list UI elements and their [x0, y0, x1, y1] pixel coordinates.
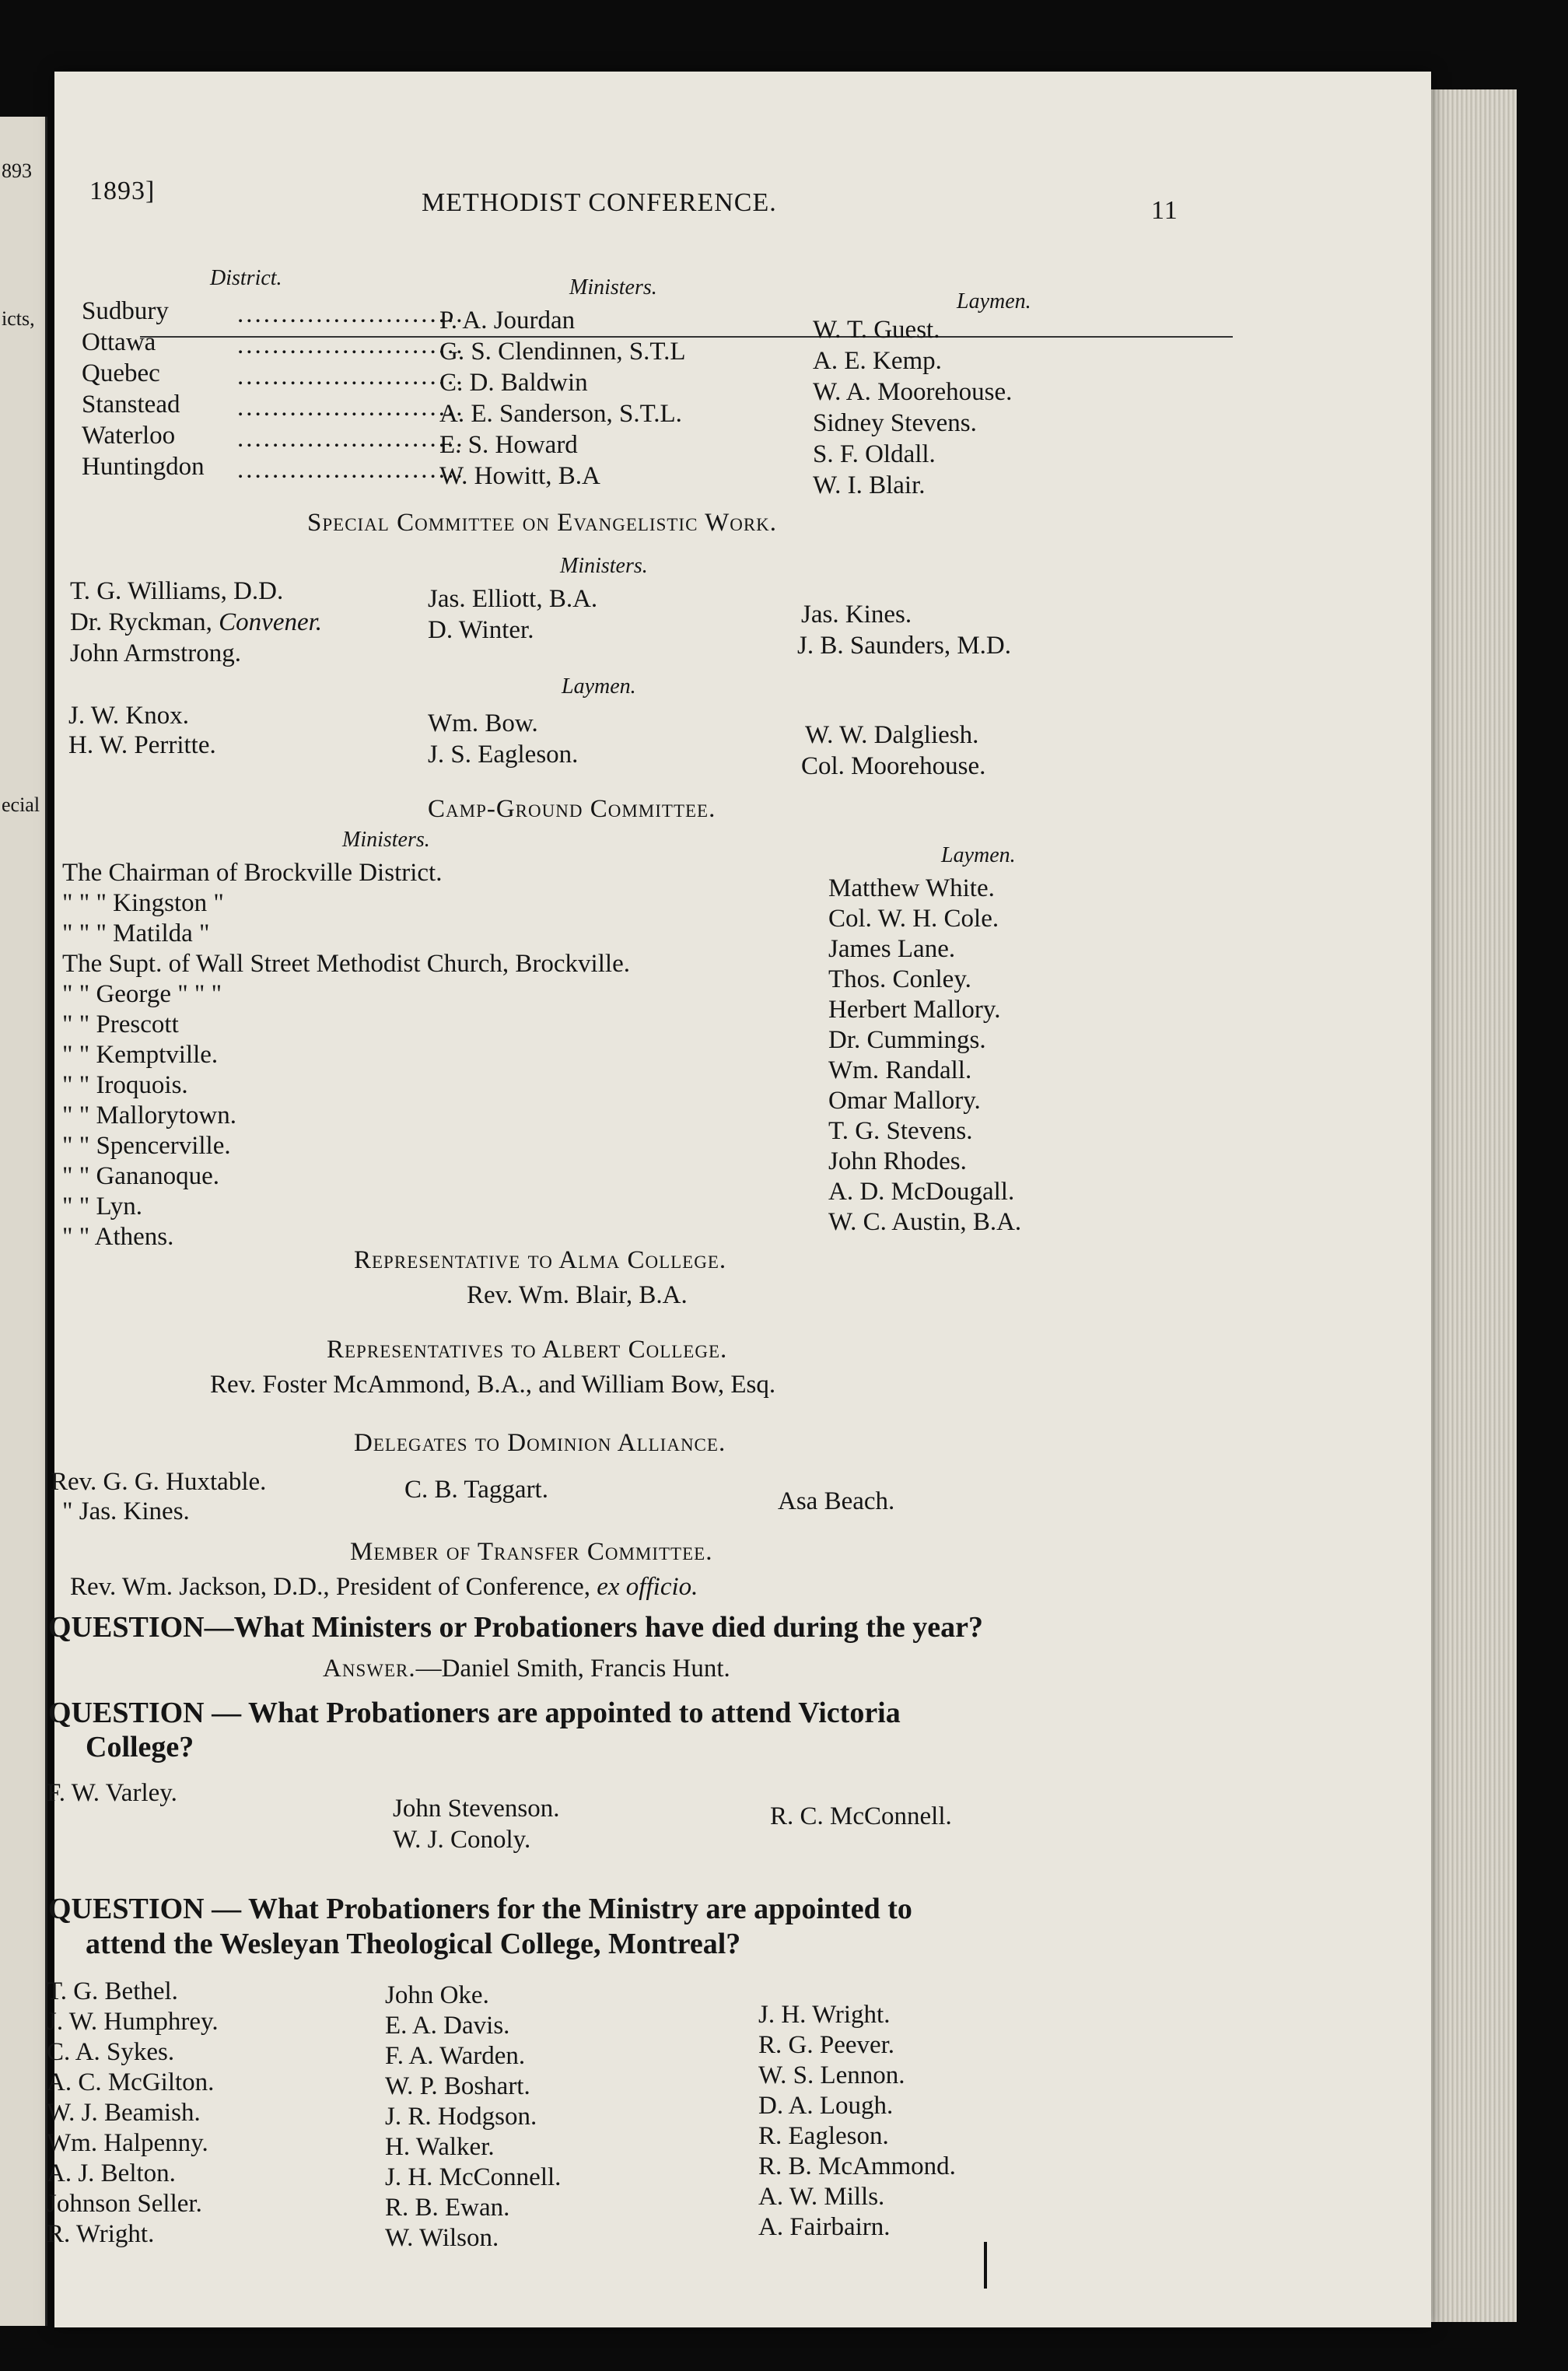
question-text: What Probationers for the Ministry are appointed to: [247, 1893, 912, 1925]
wesleyan-probationer: W. S. Lennon.: [758, 2061, 905, 2089]
district-name: Stanstead: [82, 390, 180, 419]
camp-layman: Herbert Mallory.: [828, 996, 1001, 1024]
district-minister: G. S. Clendinnen, S.T.L: [439, 338, 686, 366]
dominion-delegate: Asa Beach.: [778, 1487, 895, 1515]
camp-layman: Omar Mallory.: [828, 1087, 981, 1115]
section-title-evangelistic: Special Committee on Evangelistic Work.: [307, 509, 778, 537]
camp-layman: Wm. Randall.: [828, 1056, 972, 1084]
camp-layman: Matthew White.: [828, 874, 995, 902]
camp-laymen-label: Laymen.: [941, 843, 1016, 867]
wesleyan-probationer: A. J. Belton.: [47, 2159, 176, 2187]
transfer-ex-officio: ex officio.: [597, 1573, 698, 1601]
camp-layman: James Lane.: [828, 935, 956, 963]
camp-minister: The Chairman of Brockville District.: [62, 859, 443, 887]
camp-minister: " " Kemptville.: [62, 1041, 219, 1069]
wesleyan-probationer: D. A. Lough.: [758, 2092, 894, 2120]
district-minister: A. E. Sanderson, S.T.L.: [439, 400, 682, 428]
wesleyan-probationer: Wm. Halpenny.: [47, 2129, 208, 2157]
district-header: District.: [210, 266, 282, 290]
evangelistic-layman: J. S. Eagleson.: [428, 741, 579, 769]
laymen-header: Laymen.: [957, 289, 1031, 313]
leader-dots: ..........................: [237, 300, 465, 328]
wesleyan-probationer: A. C. McGilton.: [47, 2068, 215, 2096]
evangelistic-layman: W. W. Dalgliesh.: [805, 721, 979, 749]
leader-dots: ..........................: [237, 456, 465, 484]
answer-text: —Daniel Smith, Francis Hunt.: [415, 1655, 730, 1683]
previous-page-edge: [0, 117, 47, 2326]
district-layman: W. T. Guest.: [813, 316, 940, 344]
question-wesleyan: [48, 1892, 912, 1926]
page-title: METHODIST CONFERENCE.: [422, 188, 777, 217]
camp-minister: " " Iroquois.: [62, 1071, 188, 1099]
district-name: Huntingdon: [82, 453, 205, 481]
wesleyan-probationer: C. A. Sykes.: [47, 2038, 175, 2066]
camp-minister: " " Spencerville.: [62, 1132, 231, 1160]
wesleyan-probationer: J. R. Hodgson.: [385, 2103, 537, 2131]
district-layman: W. I. Blair.: [813, 471, 926, 499]
wesleyan-probationer: R. Wright.: [47, 2220, 155, 2248]
question-text: What Probationers are appointed to attend Victoria: [247, 1697, 901, 1729]
albert-representatives: Rev. Foster McAmmond, B.A., and William Bow, Esq.: [210, 1371, 776, 1399]
ministers-header: Ministers.: [569, 275, 657, 299]
answer-label: Answer.: [323, 1655, 416, 1683]
answer-died: [323, 1655, 730, 1683]
wesleyan-probationer: A. W. Mills.: [758, 2183, 885, 2211]
wesleyan-probationer: F. A. Warden.: [385, 2042, 526, 2070]
wesleyan-probationer: R. Eagleson.: [758, 2122, 889, 2150]
evangelistic-layman: Wm. Bow.: [428, 709, 538, 737]
camp-minister: " " George " " ": [62, 980, 222, 1008]
camp-minister: " " Athens.: [62, 1223, 174, 1251]
camp-layman: W. C. Austin, B.A.: [828, 1208, 1022, 1236]
district-layman: A. E. Kemp.: [813, 347, 942, 375]
previous-page-fragment: icts,: [2, 307, 35, 330]
section-title-albert: Representatives to Albert College.: [327, 1336, 728, 1364]
transfer-member: [70, 1573, 698, 1602]
question-label: QUESTION —: [48, 1697, 242, 1729]
evangelistic-convener: [70, 608, 322, 637]
camp-layman: Thos. Conley.: [828, 965, 971, 993]
victoria-probationer: John Stevenson.: [393, 1795, 560, 1823]
district-minister: C. D. Baldwin: [439, 369, 588, 397]
evangelistic-layman: J. W. Knox.: [68, 702, 189, 730]
camp-layman: Col. W. H. Cole.: [828, 905, 999, 933]
district-layman: Sidney Stevens.: [813, 409, 977, 437]
evangelistic-layman: Col. Moorehouse.: [801, 752, 986, 780]
victoria-probationer: F. W. Varley.: [47, 1779, 177, 1807]
evangelistic-minister: John Armstrong.: [70, 639, 242, 667]
question-label: QUESTION —: [48, 1893, 242, 1925]
wesleyan-probationer: W. Wilson.: [385, 2224, 499, 2252]
camp-ministers-label: Ministers.: [342, 828, 430, 852]
leader-dots: ..........................: [237, 425, 465, 453]
district-layman: S. F. Oldall.: [813, 440, 936, 468]
district-name: Quebec: [82, 359, 160, 387]
section-title-dominion: Delegates to Dominion Alliance.: [354, 1429, 726, 1457]
district-layman: W. A. Moorehouse.: [813, 378, 1013, 406]
leader-dots: ..........................: [237, 331, 465, 359]
evangelistic-minister: Jas. Elliott, B.A.: [428, 585, 598, 613]
question-victoria: [48, 1696, 901, 1730]
leader-dots: ..........................: [237, 394, 465, 422]
camp-minister: " " Prescott: [62, 1010, 179, 1038]
wesleyan-probationer: A. Fairbairn.: [758, 2213, 891, 2241]
camp-minister: " " Gananoque.: [62, 1162, 219, 1190]
evangelistic-minister: J. B. Saunders, M.D.: [797, 632, 1012, 660]
question-label: QUESTION—: [48, 1611, 234, 1644]
wesleyan-probationer: J. H. Wright.: [758, 2001, 891, 2029]
page-number: 11: [1151, 196, 1178, 225]
camp-minister: " " Lyn.: [62, 1193, 143, 1221]
pen-mark: [984, 2242, 987, 2289]
victoria-probationer: W. J. Conoly.: [393, 1826, 531, 1854]
evangelistic-ministers-label: Ministers.: [560, 554, 648, 578]
camp-layman: Dr. Cummings.: [828, 1026, 986, 1054]
evangelistic-minister: D. Winter.: [428, 616, 534, 644]
section-title-alma: Representative to Alma College.: [354, 1246, 727, 1274]
wesleyan-probationer: T. G. Bethel.: [47, 1977, 178, 2005]
wesleyan-probationer: E. A. Davis.: [385, 2012, 510, 2040]
previous-page-fragment: ecial: [2, 793, 40, 816]
victoria-probationer: R. C. McConnell.: [770, 1802, 952, 1830]
camp-layman: A. D. McDougall.: [828, 1178, 1015, 1206]
camp-minister: " " " Matilda ": [62, 919, 210, 947]
previous-page-number: 893: [2, 159, 32, 182]
evangelistic-layman: H. W. Perritte.: [68, 731, 216, 759]
camp-minister: " " " Kingston ": [62, 889, 224, 917]
header-year: 1893]: [89, 177, 156, 205]
dominion-delegate: " Jas. Kines.: [62, 1497, 190, 1525]
district-minister: E. S. Howard: [439, 431, 578, 459]
camp-layman: T. G. Stevens.: [828, 1117, 973, 1145]
wesleyan-probationer: John Oke.: [385, 1981, 489, 2009]
camp-minister: " " Mallorytown.: [62, 1101, 237, 1129]
wesleyan-probationer: H. Walker.: [385, 2133, 495, 2161]
question-victoria-cont: College?: [86, 1731, 194, 1763]
district-name: Ottawa: [82, 328, 156, 356]
convener-role: Convener.: [219, 608, 323, 636]
transfer-member-text: Rev. Wm. Jackson, D.D., President of Conference,: [70, 1573, 591, 1601]
wesleyan-probationer: J. H. McConnell.: [385, 2163, 562, 2191]
question-wesleyan-cont: attend the Wesleyan Theological College, Montreal?: [86, 1928, 741, 1960]
wesleyan-probationer: R. B. Ewan.: [385, 2194, 510, 2222]
wesleyan-probationer: R. B. McAmmond.: [758, 2152, 956, 2180]
question-died: [48, 1610, 983, 1644]
wesleyan-probationer: J. W. Humphrey.: [47, 2008, 219, 2036]
district-minister: P. A. Jourdan: [439, 306, 576, 334]
section-title-transfer: Member of Transfer Committee.: [350, 1538, 713, 1566]
district-name: Waterloo: [82, 422, 176, 450]
wesleyan-probationer: R. G. Peever.: [758, 2031, 895, 2059]
alma-representative: Rev. Wm. Blair, B.A.: [467, 1281, 688, 1309]
wesleyan-probationer: Johnson Seller.: [47, 2190, 202, 2218]
evangelistic-laymen-label: Laymen.: [562, 674, 636, 699]
camp-minister: The Supt. of Wall Street Methodist Church, Brockville.: [62, 950, 630, 978]
leader-dots: ..........................: [237, 362, 465, 390]
camp-layman: John Rhodes.: [828, 1147, 967, 1175]
dominion-delegate: Rev. G. G. Huxtable.: [51, 1468, 267, 1496]
evangelistic-minister: Jas. Kines.: [801, 601, 912, 629]
district-name: Sudbury: [82, 297, 169, 325]
district-minister: W. Howitt, B.A: [439, 462, 600, 490]
wesleyan-probationer: W. P. Boshart.: [385, 2072, 530, 2100]
convener-name: Dr. Ryckman,: [70, 608, 212, 636]
evangelistic-minister: T. G. Williams, D.D.: [70, 577, 284, 605]
wesleyan-probationer: W. J. Beamish.: [47, 2099, 201, 2127]
question-text: What Ministers or Probationers have died during the year?: [233, 1611, 983, 1644]
section-title-camp-ground: Camp-Ground Committee.: [428, 795, 716, 823]
dominion-delegate: C. B. Taggart.: [404, 1476, 548, 1504]
page: [47, 72, 1431, 2327]
